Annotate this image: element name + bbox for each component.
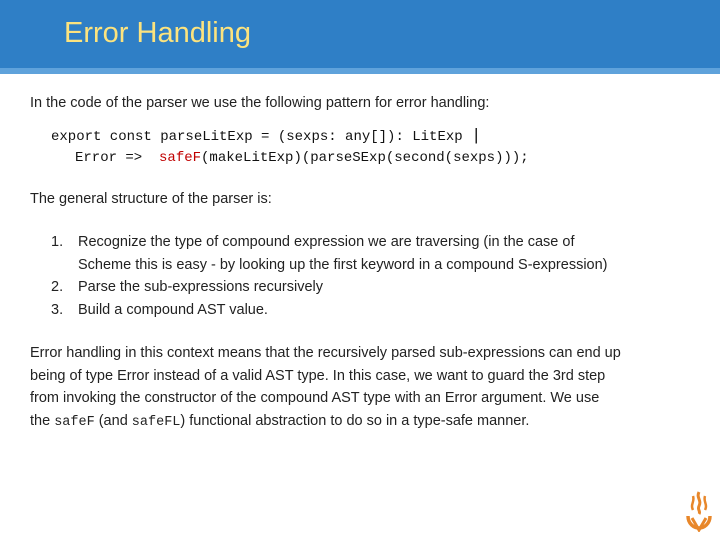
code-line-1-text: export const parseLitExp = (sexps: any[]): LitExp	[51, 129, 472, 145]
para-line: from invoking the constructor of the compound AST type with an Error argument. We use	[30, 390, 600, 406]
code-line-2-rest: (makeLitExp)(parseSExp(second(sexps)));	[201, 150, 529, 166]
list-text: Build a compound AST value.	[78, 301, 268, 318]
list-text: Recognize the type of compound expression we are traversing (in the case of	[78, 234, 575, 250]
code-safeF-inline: safeF	[54, 414, 95, 430]
code-line-2	[75, 150, 529, 166]
code-safeF: safeF	[159, 150, 202, 166]
list-text-cont: Scheme this is easy - by looking up the first keyword in a compound S-expression)	[78, 256, 608, 273]
structure-intro: The general structure of the parser is:	[30, 191, 272, 207]
list-item	[30, 299, 680, 322]
intro-text: In the code of the parser we use the following pattern for error handling:	[30, 95, 490, 111]
para-text: (and	[94, 412, 132, 429]
error-handling-paragraph	[30, 342, 695, 434]
para-text: the	[30, 412, 55, 429]
list-item	[30, 231, 680, 276]
list-number: 3.	[51, 301, 64, 318]
para-line: being of type Error instead of a valid AST type. In this case, we want to guard the 3rd step	[30, 367, 606, 384]
slide-title: Error Handling	[64, 17, 251, 49]
steps-list	[30, 231, 680, 321]
para-line	[30, 410, 695, 435]
list-number: 1.	[51, 234, 64, 250]
list-number: 2.	[51, 279, 64, 295]
slide-header	[0, 0, 720, 74]
university-logo-icon	[684, 490, 714, 532]
code-safeFL-inline: safeFL	[131, 414, 181, 430]
para-line: Error handling in this context means that the recursively parsed sub-expressions can end up	[30, 345, 621, 361]
code-line-1	[51, 127, 481, 146]
list-text: Parse the sub-expressions recursively	[78, 279, 323, 295]
list-item	[30, 276, 680, 299]
para-text: ) functional abstraction to do so in a type-safe manner.	[180, 412, 530, 429]
code-union-bar: |	[471, 127, 482, 146]
code-line-2-text: Error =>	[75, 150, 160, 166]
